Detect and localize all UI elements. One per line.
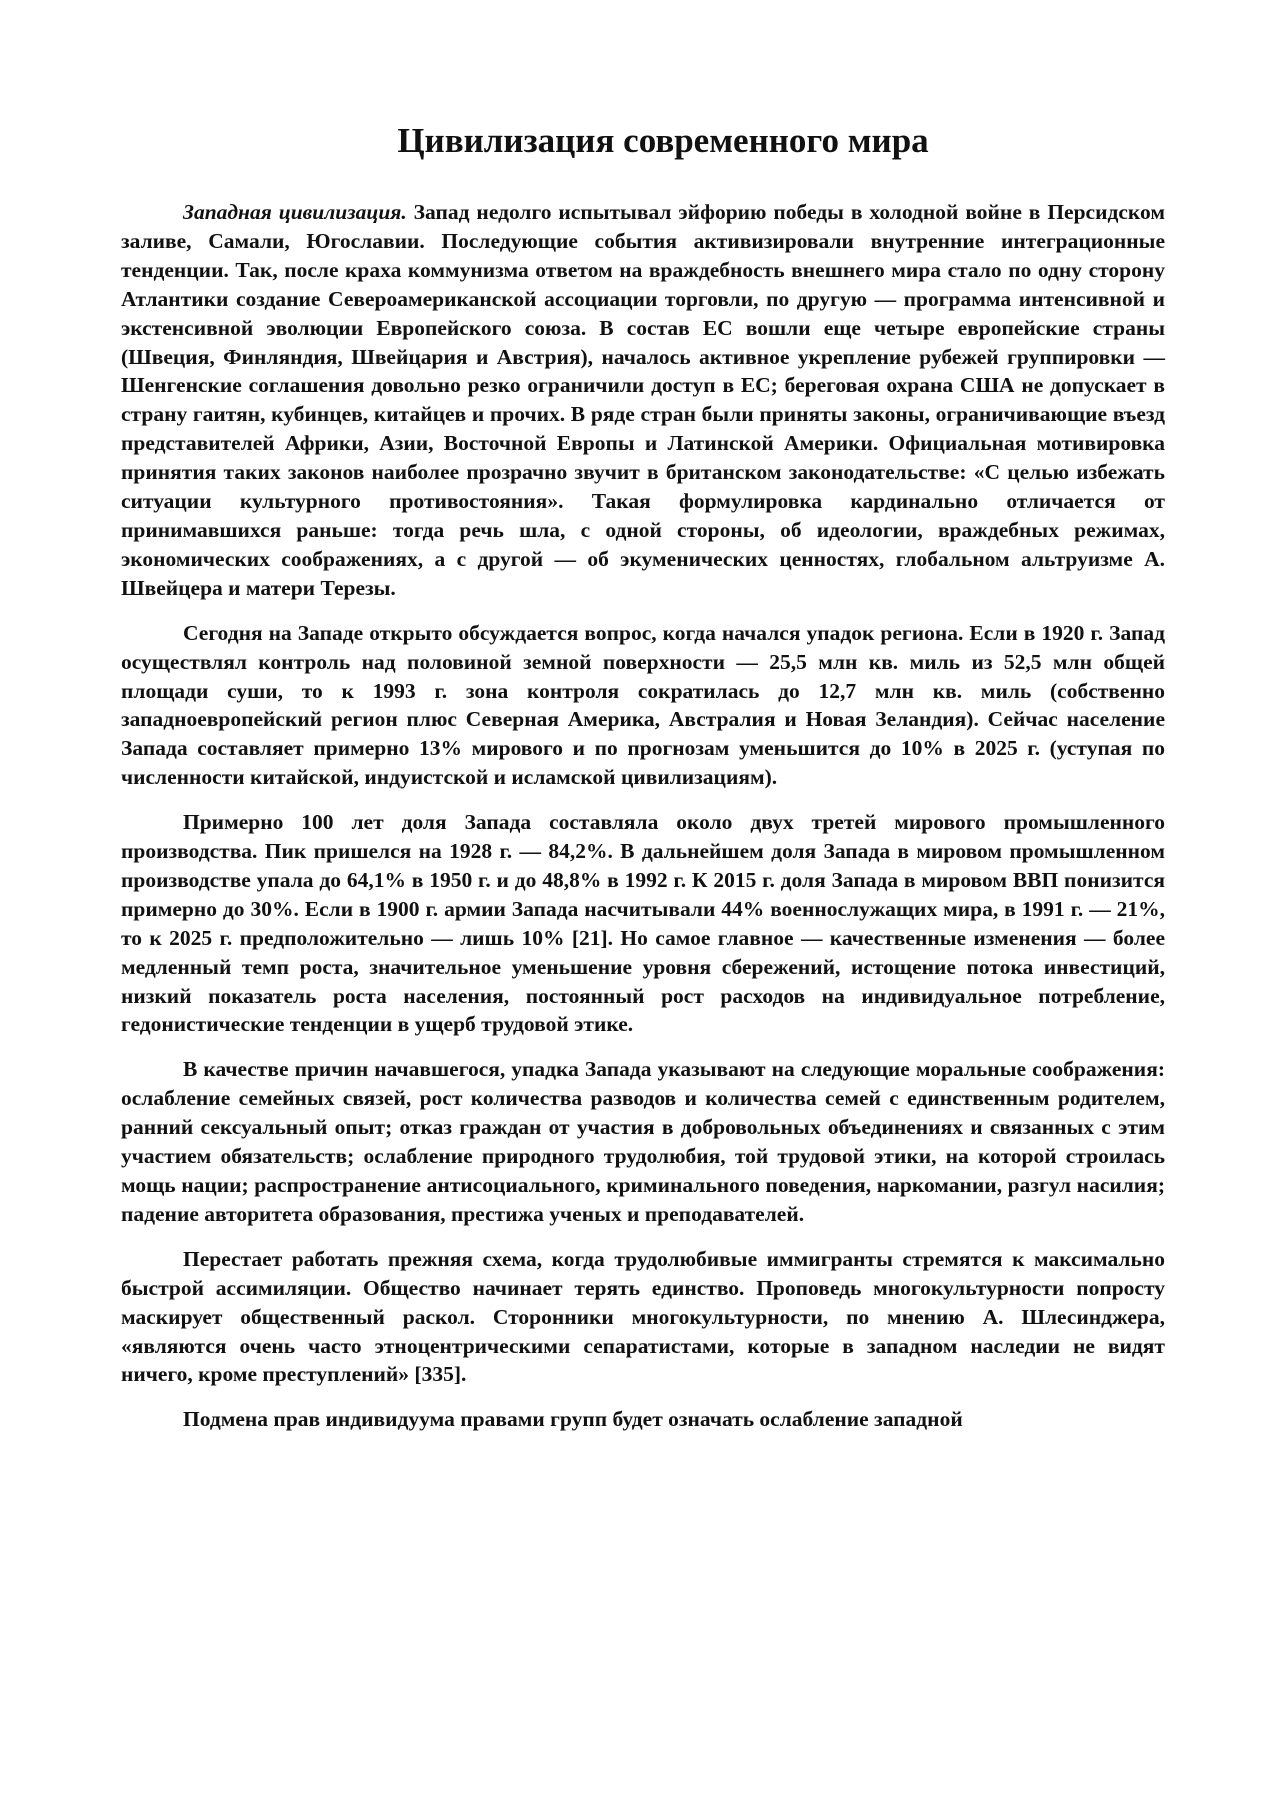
paragraph-text: Запад недолго испытывал эйфорию победы в холодной войне в Персидском заливе, Самали, Югославии. Последующие события активизировали внутренние интеграционные тенденции. Так, после краха коммунизма ответом на враждебность внешнего мира стало по одну сторону Атлантики создание Североамериканской ассоциации торговли, по другую — программа интенсивной и экстенсивной эволюции Европейского союза. В состав ЕС вошли еще четыре европейские страны (Швеция, Финляндия, Швейцария и Австрия), началось активное укрепление рубежей группировки — Шенгенские соглашения довольно резко ограничили доступ в ЕС; береговая охрана США не допускает в страну гаитян, кубинцев, китайцев и прочих. В ряде стран были приняты законы, ограничивающие въезд представителей Африки, Азии, Восточной Европы и Латинской Америки. Официальная мотивировка принятия таких законов наиболее прозрачно звучит в британском законодательстве: «С целью избежать ситуации культурного противостояния». Такая формулировка кардинально отличается от принимавшихся раньше: тогда речь шла, с одной стороны, об идеологии, враждебных режимах, экономических соображениях, а с другой — об экуменических ценностях, глобальном альтруизме А. Швейцера и матери Терезы. <box>121 200 1166 600</box>
paragraph-text: Перестает работать прежняя схема, когда трудолюбивые иммигранты стремятся к максимально быстрой ассимиляции. Общество начинает терять единство. Проповедь многокультурности попросту маскирует общественный раскол. Сторонники многокультурности, по мнению А. Шлесинджера, «являются очень часто этноцентрическими сепаратистами, которые в западном наследии не видят ничего, кроме преступлений» [335]. <box>121 1246 1165 1387</box>
document-title: Цивилизация современного мира <box>397 121 929 160</box>
paragraph-immigration <box>121 1245 1165 1390</box>
document-page <box>121 120 1165 1450</box>
paragraph-text: Примерно 100 лет доля Запада составляла около двух третей мирового промышленного производства. Пик пришелся на 1928 г. — 84,2%. В дальнейшем доля Запада в мировом промышленном производстве упала до 64,1% в 1950 г. и до 48,8% в 1992 г. К 2015 г. доля Запада в мировом ВВП понизится примерно до 30%. Если в 1900 г. армии Запада насчитывали 44% военнослужащих мира, в 1991 г. — 21%, то к 2025 г. предположительно — лишь 10% [21]. Но самое главное — качественные изменения — более медленный темп роста, значительное уменьшение уровня сбережений, истощение потока инвестиций, низкий показатель роста населения, постоянный рост расходов на индивидуальное потребление, гедонистические тенденции в ущерб трудовой этике. <box>121 810 1165 1037</box>
paragraph-decline-question <box>121 619 1165 792</box>
paragraph-text: Подмена прав индивидуума правами групп будет означать ослабление западной <box>183 1407 963 1432</box>
paragraph-industrial-share <box>121 808 1165 1039</box>
paragraph-moral-reasons <box>121 1055 1165 1228</box>
paragraph-text: В качестве причин начавшегося, упадка Запада указывают на следующие моральные соображения: ослабление семейных связей, рост количества разводов и количества семей с единственным родителем, ранний сексуальный опыт; отказ граждан от участия в добровольных объединениях и связанных с этим участием обязательств; ослабление природного трудолюбия, той трудовой этики, на которой строилась мощь нации; распространение антисоциального, криминального поведения, наркомании, разгул насилия; падение авторитета образования, престижа ученых и преподавателей. <box>121 1057 1165 1226</box>
paragraph-text: Сегодня на Западе открыто обсуждается вопрос, когда начался упадок региона. Если в 1920 г. Запад осуществлял контроль над половиной земной поверхности — 25,5 млн кв. миль из 52,5 млн общей площади суши, то к 1993 г. зона контроля сократилась до 12,7 млн кв. миль (собственно западноевропейский регион плюс Северная Америка, Австралия и Новая Зеландия). Сейчас население Запада составляет примерно 13% мирового и по прогнозам уменьшится до 10% в 2025 г. (уступая по численности китайской, индуистской и исламской цивилизациям). <box>121 620 1165 790</box>
paragraph-western-civilization <box>121 198 1165 603</box>
paragraph-lead: Западная цивилизация. <box>183 200 407 224</box>
paragraph-group-rights <box>121 1405 1165 1434</box>
